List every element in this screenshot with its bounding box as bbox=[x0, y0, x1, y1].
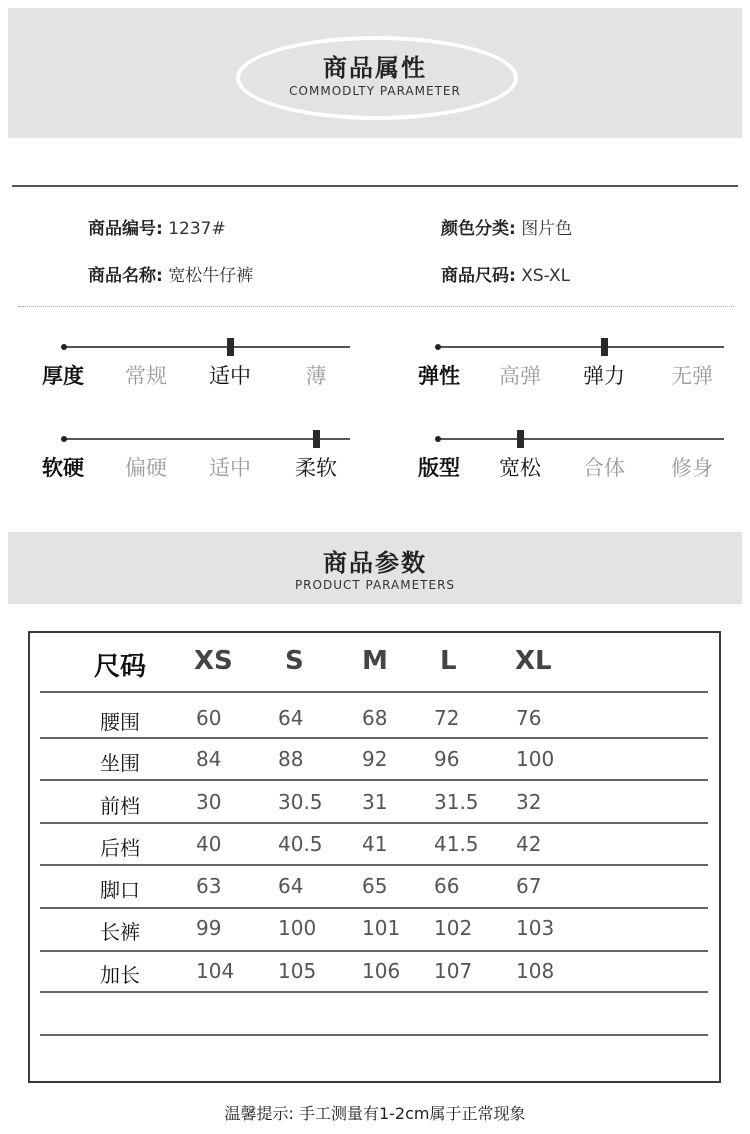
section-subtitle: PRODUCT PARAMETERS bbox=[294, 578, 456, 592]
table-cell: 106 bbox=[362, 959, 401, 983]
info-value: 1237# bbox=[168, 219, 226, 239]
divider bbox=[12, 185, 738, 187]
table-row-label: 脚口 bbox=[100, 878, 140, 902]
table-row-label: 长裤 bbox=[100, 920, 140, 944]
table-cell: 99 bbox=[196, 916, 222, 940]
attribute-option: 合体 bbox=[583, 456, 625, 480]
scale-track bbox=[62, 346, 350, 348]
table-cell: 84 bbox=[196, 747, 222, 771]
table-cell: 60 bbox=[196, 706, 222, 730]
table-cell: 63 bbox=[196, 874, 222, 898]
footer-note: 温馨提示: 手工测量有1-2cm属于正常现象 bbox=[224, 1104, 526, 1123]
table-cell: 100 bbox=[278, 916, 317, 940]
size-column-header: XL bbox=[515, 646, 552, 676]
table-cell: 102 bbox=[434, 916, 473, 940]
table-cell: 96 bbox=[434, 747, 460, 771]
attribute-option: 无弹 bbox=[671, 364, 713, 388]
table-cell: 105 bbox=[278, 959, 317, 983]
section-title: 商品属性 bbox=[323, 54, 427, 82]
attribute-option: 薄 bbox=[305, 364, 327, 388]
table-row-divider bbox=[40, 864, 708, 866]
table-cell: 42 bbox=[516, 832, 542, 856]
attribute-label: 厚度 bbox=[42, 364, 84, 388]
attribute-label: 版型 bbox=[418, 456, 460, 480]
size-column-header: XS bbox=[194, 646, 233, 676]
table-cell: 107 bbox=[434, 959, 473, 983]
scale-track bbox=[62, 438, 350, 440]
info-label: 颜色分类: bbox=[441, 219, 516, 239]
table-row-label: 前档 bbox=[100, 794, 140, 818]
table-row-divider bbox=[40, 950, 708, 952]
table-cell: 31.5 bbox=[434, 790, 479, 814]
table-cell: 88 bbox=[278, 747, 304, 771]
scale-marker bbox=[313, 430, 320, 448]
attribute-option: 常规 bbox=[125, 364, 167, 388]
scale-track bbox=[436, 438, 724, 440]
scale-start-dot bbox=[435, 436, 441, 442]
scale-start-dot bbox=[435, 344, 441, 350]
table-row-label: 加长 bbox=[100, 963, 140, 987]
table-row-label: 后档 bbox=[100, 836, 140, 860]
table-row-divider bbox=[40, 691, 708, 693]
attribute-option: 高弹 bbox=[499, 364, 541, 388]
table-cell: 104 bbox=[196, 959, 235, 983]
attribute-option: 适中 bbox=[209, 456, 251, 480]
attribute-option: 适中 bbox=[209, 364, 251, 388]
table-cell: 31 bbox=[362, 790, 388, 814]
table-row-divider bbox=[40, 779, 708, 781]
attribute-label: 软硬 bbox=[42, 456, 84, 480]
section-subtitle: COMMODLTY PARAMETER bbox=[289, 84, 461, 98]
attribute-option: 修身 bbox=[671, 456, 713, 480]
scale-start-dot bbox=[61, 436, 67, 442]
scale-track bbox=[436, 346, 724, 348]
table-row-divider bbox=[40, 737, 708, 739]
attribute-option: 偏硬 bbox=[125, 456, 167, 480]
size-column-header: S bbox=[285, 646, 304, 676]
scale-marker bbox=[517, 430, 524, 448]
attribute-label: 弹性 bbox=[418, 364, 460, 388]
info-item-number bbox=[88, 214, 226, 239]
scale-marker bbox=[227, 338, 234, 356]
table-cell: 67 bbox=[516, 874, 542, 898]
info-item-name bbox=[88, 261, 253, 286]
info-color bbox=[441, 214, 572, 239]
size-column-header: L bbox=[440, 646, 457, 676]
info-value: 宽松牛仔裤 bbox=[168, 266, 254, 286]
table-cell: 72 bbox=[434, 706, 460, 730]
table-cell: 66 bbox=[434, 874, 460, 898]
table-cell: 41.5 bbox=[434, 832, 479, 856]
table-row-label: 腰围 bbox=[100, 710, 140, 734]
scale-marker bbox=[601, 338, 608, 356]
dotted-divider bbox=[18, 306, 734, 307]
table-cell: 68 bbox=[362, 706, 388, 730]
info-label: 商品名称: bbox=[88, 266, 163, 286]
table-cell: 41 bbox=[362, 832, 388, 856]
table-cell: 40.5 bbox=[278, 832, 323, 856]
info-value: 图片色 bbox=[521, 219, 573, 239]
table-row-divider bbox=[40, 991, 708, 993]
table-cell: 40 bbox=[196, 832, 222, 856]
table-row-divider bbox=[40, 907, 708, 909]
table-cell: 30 bbox=[196, 790, 222, 814]
section-title: 商品参数 bbox=[323, 549, 427, 577]
table-row-divider bbox=[40, 822, 708, 824]
table-cell: 30.5 bbox=[278, 790, 323, 814]
size-column-header: M bbox=[362, 646, 388, 676]
table-cell: 65 bbox=[362, 874, 388, 898]
info-label: 商品尺码: bbox=[441, 266, 516, 286]
attribute-option: 柔软 bbox=[295, 456, 337, 480]
info-size bbox=[441, 261, 570, 286]
table-cell: 100 bbox=[516, 747, 555, 771]
attribute-option: 宽松 bbox=[499, 456, 541, 480]
table-cell: 64 bbox=[278, 706, 304, 730]
table-cell: 101 bbox=[362, 916, 401, 940]
table-cell: 108 bbox=[516, 959, 555, 983]
size-header-label: 尺码 bbox=[94, 652, 147, 682]
table-row-divider bbox=[40, 1034, 708, 1036]
info-value: XS-XL bbox=[521, 266, 571, 286]
table-cell: 64 bbox=[278, 874, 304, 898]
table-cell: 92 bbox=[362, 747, 388, 771]
scale-start-dot bbox=[61, 344, 67, 350]
table-row-label: 坐围 bbox=[100, 751, 140, 775]
info-label: 商品编号: bbox=[88, 219, 163, 239]
table-cell: 32 bbox=[516, 790, 542, 814]
table-cell: 76 bbox=[516, 706, 542, 730]
table-cell: 103 bbox=[516, 916, 555, 940]
attribute-option: 弹力 bbox=[583, 364, 625, 388]
